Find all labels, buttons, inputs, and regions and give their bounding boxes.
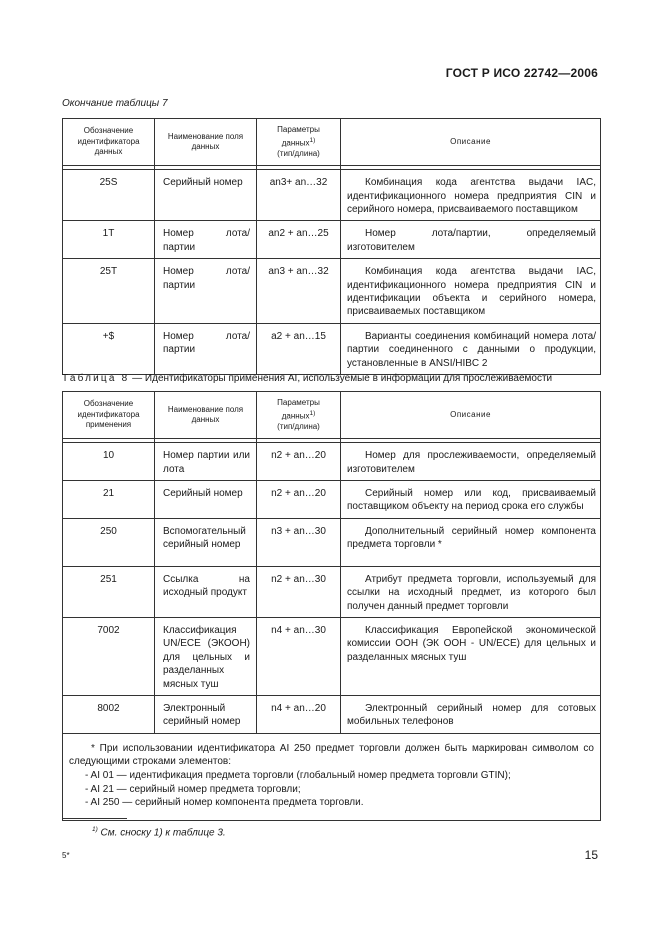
cell-params: an2 + an…25 bbox=[257, 221, 341, 259]
cell-params: a2 + an…15 bbox=[257, 323, 341, 374]
cell-desc: Номер для прослеживаемости, определяемый изготовителем bbox=[341, 443, 601, 481]
cell-desc: Дополнительный серийный номер компонента предмета торговли * bbox=[341, 518, 601, 566]
footnote-text: См. сноску 1) к таблице 3. bbox=[97, 827, 226, 839]
cell-params: n4 + an…20 bbox=[257, 696, 341, 734]
table8-caption bbox=[62, 373, 552, 384]
cell-params: an3 + an…32 bbox=[257, 259, 341, 324]
cell-params: n3 + an…30 bbox=[257, 518, 341, 566]
table-8 bbox=[62, 391, 601, 821]
table7-header-name: Наименование поля данных bbox=[155, 119, 257, 166]
note-intro: * При использовании идентификатора AI 250 предмет торговли должен быть маркирован символом со следующими строками элементов: bbox=[69, 742, 594, 768]
cell-name: Классификация UN/ECE (ЭКООН) для цельных и разделанных мясных туш bbox=[155, 618, 257, 696]
cell-name: Номер лота/партии bbox=[155, 323, 257, 374]
cell-desc: Комбинация кода агентства выдачи IAC, идентификационного номера предприятия CIN и серийного номера, присваиваемого поставщиком bbox=[341, 170, 601, 221]
document-header: ГОСТ Р ИСО 22742—2006 bbox=[445, 66, 598, 80]
cell-id: 7002 bbox=[63, 618, 155, 696]
note-item: - AI 250 — серийный номер компонента предмета торговли. bbox=[85, 797, 364, 809]
cell-name: Вспомогательный серийный номер bbox=[155, 518, 257, 566]
table8-caption-text: — Идентификаторы применения AI, используемые в информации для прослеживаемости bbox=[129, 373, 553, 384]
footnote bbox=[92, 826, 226, 838]
cell-params: n4 + an…30 bbox=[257, 618, 341, 696]
table-row bbox=[63, 618, 601, 696]
table8-header-name: Наименование поля данных bbox=[155, 392, 257, 439]
table-note-row bbox=[63, 733, 601, 820]
cell-id: 250 bbox=[63, 518, 155, 566]
cell-id: +$ bbox=[63, 323, 155, 374]
table8-header-params: Параметры данных$^{1)}$ (тип/длина) bbox=[257, 392, 341, 439]
table7-header-id: Обозначение идентификатора данных bbox=[63, 119, 155, 166]
table-note bbox=[63, 733, 601, 820]
table-7 bbox=[62, 118, 601, 375]
table7-header-params: Параметры данных$^{1)}$ (тип/длина) bbox=[257, 119, 341, 166]
cell-id: 25S bbox=[63, 170, 155, 221]
cell-name: Номер партии или лота bbox=[155, 443, 257, 481]
cell-desc: Классификация Европейской экономической комиссии ООН (ЭК ООН - UN/ECE) для цельных и разделанных мясных туш bbox=[341, 618, 601, 696]
cell-name: Электронный серийный номер bbox=[155, 696, 257, 734]
cell-id: 1T bbox=[63, 221, 155, 259]
table7-header-desc: Описание bbox=[341, 119, 601, 166]
sheet-mark: 5* bbox=[62, 851, 70, 860]
table8-caption-label: Таблица 8 bbox=[62, 373, 130, 384]
cell-desc: Комбинация кода агентства выдачи IAC, идентификационного номера предприятия CIN и идентификации объекта и серийного номера, присваиваемых поставщиком bbox=[341, 259, 601, 324]
cell-desc: Номер лота/партии, определяемый изготовителем bbox=[341, 221, 601, 259]
table-row bbox=[63, 480, 601, 518]
cell-id: 251 bbox=[63, 566, 155, 617]
cell-desc: Варианты соединения комбинаций номера лота/партии соединенного с данными о продукции, установленные в ANSI/HIBC 2 bbox=[341, 323, 601, 374]
cell-id: 25T bbox=[63, 259, 155, 324]
table8-header-row bbox=[63, 392, 601, 439]
cell-name: Серийный номер bbox=[155, 170, 257, 221]
table7-caption: Окончание таблицы 7 bbox=[62, 98, 168, 109]
cell-name: Номер лота/партии bbox=[155, 221, 257, 259]
cell-name: Ссылка на исходный продукт bbox=[155, 566, 257, 617]
footnote-divider bbox=[63, 818, 127, 819]
cell-params: n2 + an…30 bbox=[257, 566, 341, 617]
cell-params: n2 + an…20 bbox=[257, 480, 341, 518]
cell-desc: Электронный серийный номер для сотовых мобильных телефонов bbox=[341, 696, 601, 734]
footnote-mark: 1) bbox=[92, 826, 98, 833]
table-row bbox=[63, 566, 601, 617]
cell-desc: Серийный номер или код, присваиваемый поставщиком объекту на период срока его службы bbox=[341, 480, 601, 518]
cell-params: n2 + an…20 bbox=[257, 443, 341, 481]
page-number: 15 bbox=[584, 848, 598, 862]
table7-header-row bbox=[63, 119, 601, 166]
cell-params: an3+ an…32 bbox=[257, 170, 341, 221]
note-item: - AI 01 — идентификация предмета торговли (глобальный номер предмета торговли GTIN); bbox=[85, 770, 511, 782]
cell-desc: Атрибут предмета торговли, используемый для ссылки на исходный предмет, из которого был получен данный предмет торговли bbox=[341, 566, 601, 617]
table-row bbox=[63, 259, 601, 324]
cell-name: Номер лота/партии bbox=[155, 259, 257, 324]
cell-name: Серийный номер bbox=[155, 480, 257, 518]
table-row bbox=[63, 221, 601, 259]
note-item: - AI 21 — серийный номер предмета торговли; bbox=[85, 783, 301, 795]
table8-header-id: Обозначение идентификатора применения bbox=[63, 392, 155, 439]
cell-id: 8002 bbox=[63, 696, 155, 734]
table-row bbox=[63, 518, 601, 566]
table-row bbox=[63, 443, 601, 481]
table-row bbox=[63, 323, 601, 374]
table8-header-desc: Описание bbox=[341, 392, 601, 439]
cell-id: 21 bbox=[63, 480, 155, 518]
table-row bbox=[63, 696, 601, 734]
cell-id: 10 bbox=[63, 443, 155, 481]
table-row bbox=[63, 170, 601, 221]
